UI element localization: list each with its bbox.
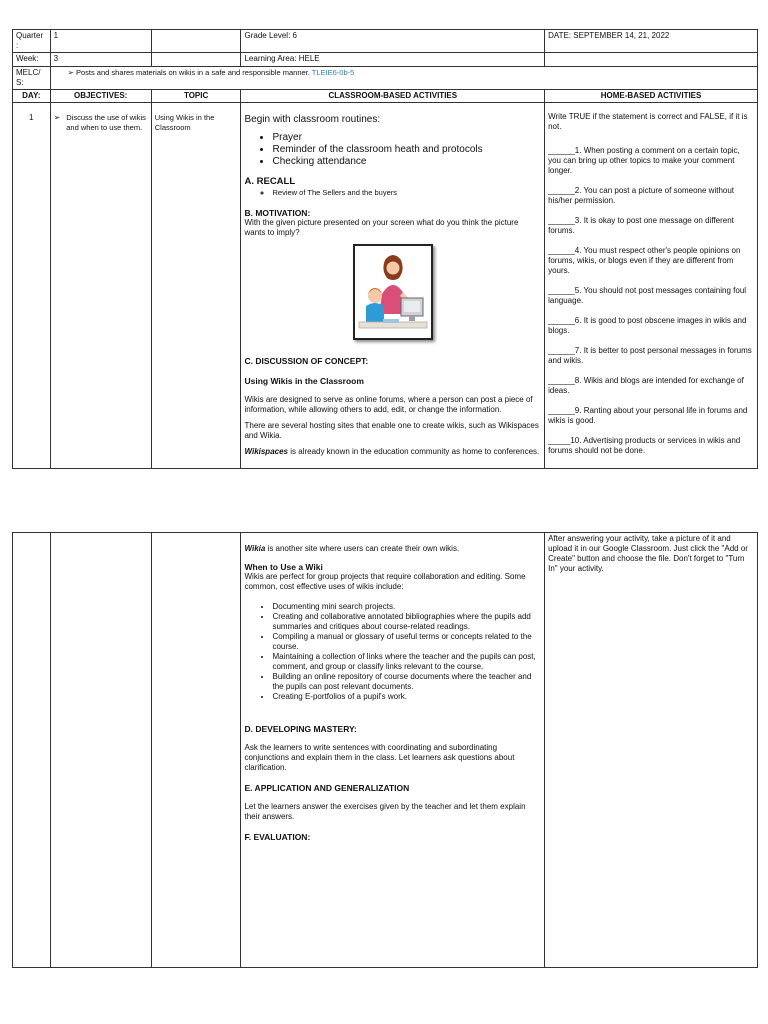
col-header-topic: TOPIC bbox=[151, 90, 241, 103]
grade-level: Grade Level: 6 bbox=[241, 30, 545, 53]
arrow-bullet-icon: ➢ bbox=[53, 113, 61, 122]
home-activities-cont-cell bbox=[545, 533, 758, 968]
home-after-instruction: After answering your activity, take a picture of it and upload it in our Google Classroom. Just click the "Add or Create" button and choose the file. Don't forget to "Turn In" your activity. bbox=[548, 534, 748, 573]
wikispaces-term: Wikispaces bbox=[244, 446, 288, 456]
col-header-home: HOME-BASED ACTIVITIES bbox=[545, 90, 758, 103]
melc-text-cell bbox=[50, 67, 757, 90]
list-item: • Checking attendance bbox=[272, 156, 541, 168]
home-item-10: _____10. Advertising products or services in wikis and forums should not be done. bbox=[548, 436, 741, 455]
wikia-paragraph bbox=[244, 544, 541, 554]
lesson-plan-table-page2 bbox=[12, 532, 758, 968]
wikispaces-description: is already known in the education community as home to conferences. bbox=[288, 446, 540, 456]
home-item-4: ______4. You must respect other's people opinions on forums, wikis, or blogs even if they are different from yours. bbox=[548, 246, 741, 275]
application-heading: E. APPLICATION AND GENERALIZATION bbox=[244, 783, 410, 793]
home-item-3: ______3. It is okay to post one message on different forums. bbox=[548, 216, 734, 235]
col-header-day: DAY: bbox=[13, 90, 51, 103]
home-item-9: ______9. Ranting about your personal life in forums and wikis is good. bbox=[548, 406, 748, 425]
mastery-text: Ask the learners to write sentences with coordinating and subordinating conjunctions and explain them in the class. Let learners ask questions about clarification. bbox=[244, 743, 515, 772]
home-instruction: Write TRUE if the statement is correct and FALSE, if it is not. bbox=[548, 112, 748, 131]
quarter-value: 1 bbox=[50, 30, 151, 53]
empty-cell bbox=[545, 53, 758, 67]
melc-code: TLEIE6-0b-5 bbox=[311, 68, 355, 77]
empty-cell bbox=[151, 533, 241, 968]
objective-text: Discuss the use of wikis and when to use them. bbox=[66, 113, 146, 132]
topic-text: Using Wikis in the Classroom bbox=[151, 103, 241, 469]
motivation-heading: B. MOTIVATION: bbox=[244, 207, 311, 218]
list-item: • Creating and collaborative annotated bibliographies where the pupils add summaries and critiques about course-related readings. bbox=[272, 612, 541, 632]
routines-list bbox=[244, 132, 541, 168]
list-item: ◦ Review of The Sellers and the buyers bbox=[272, 188, 541, 198]
teacher-pupil-computer-picture bbox=[353, 244, 433, 340]
list-item: • Documenting mini search projects. bbox=[272, 602, 541, 612]
wiki-uses-list bbox=[244, 602, 541, 702]
learning-area: Learning Area: HELE bbox=[241, 53, 545, 67]
empty-cell bbox=[50, 533, 151, 968]
home-item-1: ______1. When posting a comment on a certain topic, you can bring up other topics to make your comment longer. bbox=[548, 146, 740, 175]
day-value: 1 bbox=[13, 103, 51, 469]
when-to-use-text: Wikis are perfect for group projects that require collaboration and editing. Some common, cost effective uses of wikis include: bbox=[244, 572, 526, 591]
empty-cell bbox=[151, 53, 241, 67]
teacher-pupil-illustration-icon bbox=[355, 246, 431, 338]
wikia-term: Wikia bbox=[244, 544, 266, 553]
melc-text: Posts and shares materials on wikis in a safe and responsible manner. bbox=[75, 68, 310, 77]
list-item: • Prayer bbox=[272, 132, 541, 144]
home-item-7: ______7. It is better to post personal messages in forums and wikis. bbox=[548, 346, 752, 365]
list-item: • Building an online repository of course documents where the teacher and the pupils can post relevant documents. bbox=[272, 672, 541, 692]
wikispaces-paragraph bbox=[244, 447, 541, 457]
home-item-6: ______6. It is good to post obscene images in wikis and blogs. bbox=[548, 316, 747, 335]
discussion-paragraph-2: There are several hosting sites that enable one to create wikis, such as Wikispaces and Wikia. bbox=[244, 420, 539, 440]
lesson-plan-table-page1 bbox=[12, 29, 758, 469]
list-item: • Reminder of the classroom heath and protocols bbox=[272, 144, 541, 156]
objective-cell bbox=[50, 103, 151, 469]
quarter-label: Quarter : bbox=[13, 30, 51, 53]
home-item-8: ______8. Wikis and blogs are intended for exchange of ideas. bbox=[548, 376, 744, 395]
date: DATE: SEPTEMBER 14, 21, 2022 bbox=[545, 30, 758, 53]
wikia-description: is another site where users can create their own wikis. bbox=[265, 544, 460, 553]
classroom-activities-cont-cell bbox=[241, 533, 545, 968]
list-item: • Maintaining a collection of links where the teacher and the pupils can post, comment, and group or classify links relevant to the course. bbox=[272, 652, 541, 672]
list-item: • Creating E-portfolios of a pupil's work. bbox=[272, 692, 541, 702]
home-item-2: ______2. You can post a picture of someone without his/her permission. bbox=[548, 186, 735, 205]
motivation-text: With the given picture presented on your screen what do you think the picture wants to imply? bbox=[244, 217, 519, 237]
mastery-heading: D. DEVELOPING MASTERY: bbox=[244, 724, 357, 734]
arrow-bullet-icon: ➢ bbox=[67, 68, 74, 77]
recall-heading: A. RECALL bbox=[244, 176, 296, 187]
discussion-subheading: Using Wikis in the Classroom bbox=[244, 375, 364, 386]
recall-list bbox=[244, 188, 541, 198]
week-value: 3 bbox=[50, 53, 151, 67]
list-item: • Compiling a manual or glossary of useful terms or concepts related to the course. bbox=[272, 632, 541, 652]
home-activities-cell bbox=[545, 103, 758, 469]
melc-label: MELC/ S: bbox=[13, 67, 51, 90]
routines-intro: Begin with classroom routines: bbox=[244, 114, 381, 125]
home-item-5: ______5. You should not post messages containing foul language. bbox=[548, 286, 747, 305]
empty-cell bbox=[13, 533, 51, 968]
evaluation-heading: F. EVALUATION: bbox=[244, 832, 311, 842]
discussion-paragraph-1: Wikis are designed to serve as online forums, where a person can post a piece of information, while allowing others to add, edit, or change the information. bbox=[244, 394, 533, 414]
col-header-classroom: CLASSROOM-BASED ACTIVITIES bbox=[241, 90, 545, 103]
discussion-heading: C. DISCUSSION OF CONCEPT: bbox=[244, 355, 369, 366]
empty-cell bbox=[151, 30, 241, 53]
col-header-objectives: OBJECTIVES: bbox=[50, 90, 151, 103]
classroom-activities-cell bbox=[241, 103, 545, 469]
week-label: Week: bbox=[13, 53, 51, 67]
application-text: Let the learners answer the exercises given by the teacher and let them explain their answers. bbox=[244, 802, 526, 821]
when-to-use-heading: When to Use a Wiki bbox=[244, 562, 323, 572]
